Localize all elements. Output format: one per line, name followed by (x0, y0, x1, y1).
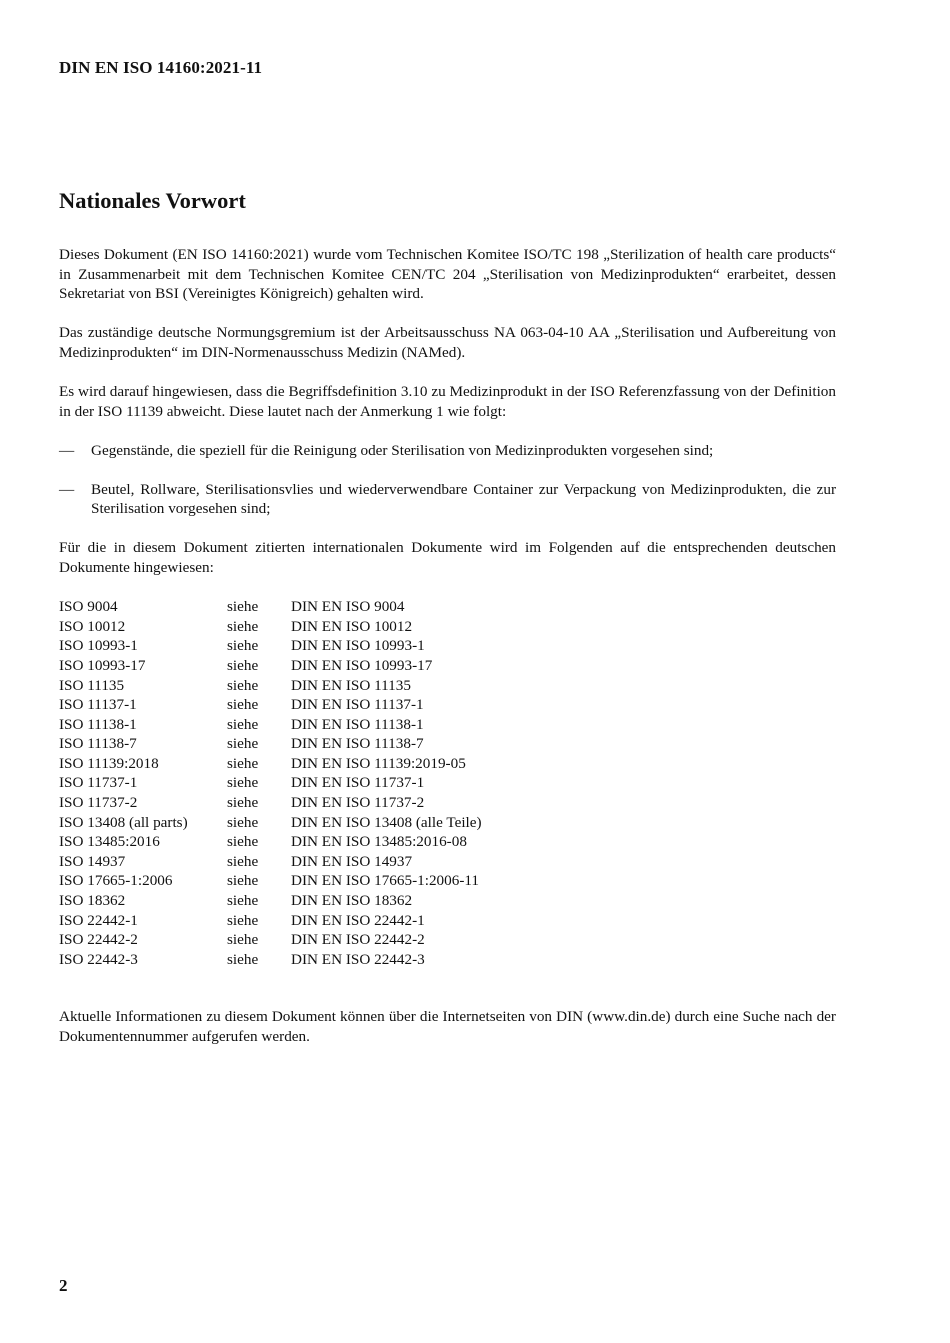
paragraph-committee: Dieses Dokument (EN ISO 14160:2021) wurde vom Technischen Komitee ISO/TC 198 „Sterilization of health care products“ in Zusammenarbeit mit dem Technischen Komitee CEN/TC 204 „Sterilisation von Medizinprodukten“ erarbeitet, dessen Sekretariat von BSI (Vereinigtes Königreich) gehalten wird. (59, 246, 836, 303)
list-item-text: Gegenstände, die speziell für die Reinigung oder Sterilisation von Medizinprodukten vorgesehen sind; (91, 441, 714, 459)
din-standard-cell: DIN EN ISO 9004 (291, 598, 405, 616)
din-standard-cell: DIN EN ISO 11139:2019-05 (291, 754, 466, 772)
table-row (59, 871, 482, 891)
dash-bullet: — (59, 480, 75, 498)
iso-standard-cell: ISO 11737-1 (59, 774, 138, 792)
siehe-cell: siehe (227, 852, 259, 870)
dash-bullet: — (59, 441, 75, 459)
list-item (59, 480, 836, 519)
din-standard-cell: DIN EN ISO 11138-1 (291, 715, 424, 733)
siehe-cell: siehe (227, 598, 259, 616)
siehe-cell: siehe (227, 617, 259, 635)
iso-standard-cell: ISO 11138-1 (59, 715, 137, 733)
table-row (59, 832, 482, 852)
siehe-cell: siehe (227, 676, 259, 694)
iso-standard-cell: ISO 14937 (59, 852, 126, 870)
siehe-cell: siehe (227, 696, 259, 714)
iso-standard-cell: ISO 10993-1 (59, 637, 138, 655)
iso-standard-cell: ISO 13485:2016 (59, 833, 160, 851)
din-standard-cell: DIN EN ISO 11737-1 (291, 774, 425, 792)
din-standard-cell: DIN EN ISO 11135 (291, 676, 411, 694)
table-row (59, 734, 482, 754)
table-row (59, 597, 482, 617)
siehe-cell: siehe (227, 637, 259, 655)
din-standard-cell: DIN EN ISO 22442-2 (291, 931, 425, 949)
reference-table-body (59, 597, 482, 969)
din-standard-cell: DIN EN ISO 18362 (291, 892, 413, 910)
table-row (59, 676, 482, 696)
siehe-cell: siehe (227, 931, 259, 949)
paragraph-online-info: Aktuelle Informationen zu diesem Dokument können über die Internetseiten von DIN (www.din.de) durch eine Suche nach der Dokumentennummer aufgerufen werden. (59, 1008, 836, 1045)
din-standard-cell: DIN EN ISO 10993-17 (291, 656, 433, 674)
paragraph-standards-body: Das zuständige deutsche Normungsgremium ist der Arbeitsausschuss NA 063-04-10 AA „Sterilisation und Aufbereitung von Medizinprodukten“ im DIN-Normenausschuss Medizin (NAMed). (59, 324, 836, 361)
iso-standard-cell: ISO 18362 (59, 892, 126, 910)
list-item-text: Beutel, Rollware, Sterilisationsvlies und wiederverwendbare Container zur Verpackung von Medizinprodukten, die zur Sterilisation vorgesehen sind; (91, 480, 836, 518)
siehe-cell: siehe (227, 892, 259, 910)
table-row (59, 813, 482, 833)
paragraph-definition-note: Es wird darauf hingewiesen, dass die Begriffsdefinition 3.10 zu Medizinprodukt in der ISO Referenzfassung von der Definition in der ISO 11139 abweicht. Diese lautet nach der Anmerkung 1 wie folgt: (59, 382, 836, 420)
din-standard-cell: DIN EN ISO 11137-1 (291, 696, 424, 714)
table-row (59, 617, 482, 637)
din-standard-cell: DIN EN ISO 14937 (291, 852, 413, 870)
siehe-cell: siehe (227, 735, 259, 753)
din-standard-cell: DIN EN ISO 10012 (291, 617, 413, 635)
siehe-cell: siehe (227, 872, 259, 890)
table-row (59, 793, 482, 813)
table-row (59, 695, 482, 715)
siehe-cell: siehe (227, 813, 259, 831)
table-row (59, 715, 482, 735)
table-row (59, 930, 482, 950)
iso-standard-cell: ISO 13408 (all parts) (59, 813, 188, 831)
siehe-cell: siehe (227, 833, 259, 851)
document-header: DIN EN ISO 14160:2021-11 (59, 58, 263, 77)
iso-standard-cell: ISO 22442-3 (59, 950, 138, 968)
din-standard-cell: DIN EN ISO 22442-1 (291, 911, 425, 929)
din-standard-cell: DIN EN ISO 10993-1 (291, 637, 425, 655)
siehe-cell: siehe (227, 774, 259, 792)
table-row (59, 891, 482, 911)
din-standard-cell: DIN EN ISO 13485:2016-08 (291, 833, 467, 851)
table-row (59, 636, 482, 656)
siehe-cell: siehe (227, 754, 259, 772)
din-standard-cell: DIN EN ISO 22442-3 (291, 950, 425, 968)
iso-standard-cell: ISO 10012 (59, 617, 126, 635)
siehe-cell: siehe (227, 911, 259, 929)
iso-standard-cell: ISO 11135 (59, 676, 125, 694)
iso-standard-cell: ISO 11139:2018 (59, 754, 159, 772)
iso-standard-cell: ISO 17665-1:2006 (59, 872, 173, 890)
document-body (59, 185, 836, 1066)
definition-list (59, 441, 836, 519)
paragraph-references-intro: Für die in diesem Dokument zitierten internationalen Dokumente wird im Folgenden auf die entsprechenden deutschen Dokumente hingewiesen: (59, 539, 836, 577)
iso-standard-cell: ISO 22442-2 (59, 931, 138, 949)
table-row (59, 754, 482, 774)
iso-standard-cell: ISO 11737-2 (59, 794, 138, 812)
table-row (59, 656, 482, 676)
iso-standard-cell: ISO 9004 (59, 598, 118, 616)
table-row (59, 911, 482, 931)
siehe-cell: siehe (227, 794, 259, 812)
iso-standard-cell: ISO 11137-1 (59, 696, 137, 714)
table-row (59, 852, 482, 872)
siehe-cell: siehe (227, 950, 259, 968)
din-standard-cell: DIN EN ISO 11138-7 (291, 735, 424, 753)
table-row (59, 773, 482, 793)
iso-standard-cell: ISO 10993-17 (59, 656, 146, 674)
list-item (59, 441, 836, 461)
iso-standard-cell: ISO 22442-1 (59, 911, 138, 929)
siehe-cell: siehe (227, 656, 259, 674)
din-standard-cell: DIN EN ISO 17665-1:2006-11 (291, 872, 479, 890)
din-standard-cell: DIN EN ISO 11737-2 (291, 794, 425, 812)
table-row (59, 950, 482, 970)
siehe-cell: siehe (227, 715, 259, 733)
reference-table (59, 597, 482, 969)
page-number: 2 (59, 1276, 68, 1295)
din-standard-cell: DIN EN ISO 13408 (alle Teile) (291, 813, 482, 831)
iso-standard-cell: ISO 11138-7 (59, 735, 137, 753)
section-title: Nationales Vorwort (59, 188, 246, 213)
